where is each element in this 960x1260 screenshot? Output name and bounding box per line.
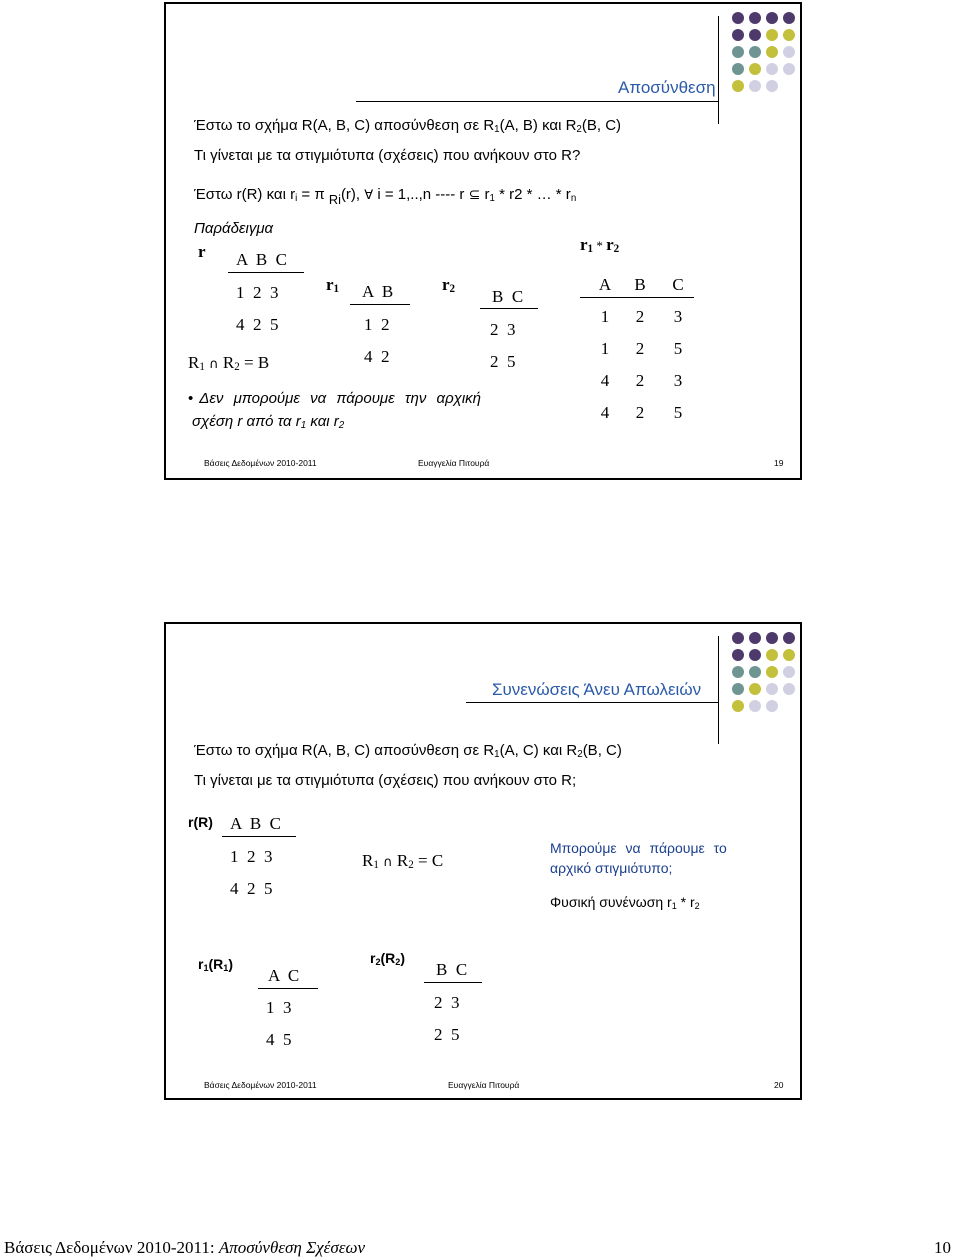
decorative-dot — [766, 683, 778, 695]
relation-r1-row: 4 5 — [266, 1030, 292, 1049]
slide-footer-course: Βάσεις Δεδομένων 2010-2011 — [204, 1080, 317, 1090]
intersection-equation: $R_1$ ∩ $R_2 = B$ — [188, 353, 270, 374]
slide-footer-author: Ευαγγελία Πιτουρά — [418, 458, 490, 468]
subseteq-icon: ⊆ — [468, 187, 481, 203]
decorative-dot — [732, 666, 744, 678]
decorative-dot — [732, 632, 744, 644]
intersection-equation: $R_1$ ∩ $R_2 = C$ — [362, 851, 444, 872]
relation-r-header: A B C — [230, 814, 282, 833]
join-row: 4 2 5 — [600, 403, 683, 422]
decorative-dot — [749, 683, 761, 695]
relation-r1-row: 1 2 — [364, 315, 390, 334]
title-divider-horizontal — [356, 101, 718, 102]
decorative-dot — [766, 46, 778, 58]
join-row: 4 2 3 — [600, 371, 683, 390]
decorative-dot — [766, 632, 778, 644]
decorative-dot — [766, 29, 778, 41]
example-label: Παράδειγμα — [194, 220, 274, 237]
relation-r2-row: 2 5 — [490, 352, 516, 371]
note-line: • Δεν μπορούμε να πάρουμε την αρχική — [188, 390, 482, 407]
relation-r1-row: 4 2 — [364, 347, 390, 366]
decorative-dot — [732, 46, 744, 58]
decorative-dot — [749, 649, 761, 661]
join-row: 1 2 3 — [600, 307, 683, 326]
schema-decomposition-text: Έστω το σχήμα R(A, B, C) αποσύνθεση σε $R_1(A$, C) και $R_2(B$, C) — [194, 742, 622, 760]
title-divider-vertical — [718, 16, 719, 124]
decorative-dot — [783, 632, 795, 644]
decorative-dot — [732, 29, 744, 41]
decorative-dot — [749, 12, 761, 24]
relation-r-row: 4 2 5 — [236, 315, 279, 334]
relation-r2-label: $r_2$ — [442, 275, 456, 296]
join-header-rule — [580, 297, 694, 298]
join-label: $r_1 * r_2$ — [580, 235, 620, 256]
schema-decomposition-text: Έστω το σχήμα R(A, B, C) αποσύνθεση σε $R_1(A$, B) και $R_2(B$, C) — [194, 117, 622, 135]
relation-r-row: 1 2 3 — [230, 847, 273, 866]
decorative-dot — [732, 683, 744, 695]
slide-19 — [164, 2, 802, 480]
decorative-dot — [732, 12, 744, 24]
can-recover-text: Μπορούμε να πάρουμε το — [550, 840, 727, 856]
relation-r-label: r — [198, 242, 206, 261]
decorative-dot — [766, 63, 778, 75]
slide-footer-course: Βάσεις Δεδομένων 2010-2011 — [204, 458, 317, 468]
decorative-dot — [749, 632, 761, 644]
relation-r2-header: B C — [436, 960, 468, 979]
decorative-dot — [783, 683, 795, 695]
slide-footer-author: Ευαγγελία Πιτουρά — [448, 1080, 520, 1090]
relation-r1-header-rule — [350, 304, 410, 305]
decorative-dot-grid — [732, 632, 798, 720]
relation-r-header: A B C — [236, 250, 288, 269]
decorative-dot — [749, 63, 761, 75]
decorative-dot — [749, 46, 761, 58]
natural-join-text: Φυσική συνένωση $r_1 * r_2$ — [550, 894, 700, 911]
decorative-dot — [766, 80, 778, 92]
relation-r2-row: 2 3 — [490, 320, 516, 339]
forall-icon: ∀ — [364, 188, 374, 203]
decorative-dot — [749, 700, 761, 712]
decorative-dot — [783, 29, 795, 41]
relation-r1-header: A C — [268, 966, 300, 985]
note-line: σχέση r από τα $r_1$ και $r_2$ — [192, 413, 345, 431]
relation-r-row: 4 2 5 — [230, 879, 273, 898]
relation-r2-label: $r_2(R_2)$ — [370, 950, 406, 967]
slide-title: Συνενώσεις Άνευ Απωλειών — [492, 680, 702, 699]
relation-r1-header: A B — [362, 282, 394, 301]
join-row: 1 2 5 — [600, 339, 683, 358]
decorative-dot — [783, 649, 795, 661]
decorative-dot — [749, 80, 761, 92]
relation-r-header-rule — [228, 272, 304, 273]
can-recover-text: αρχικό στιγμιότυπο; — [550, 860, 673, 876]
relation-r1-row: 1 3 — [266, 998, 292, 1017]
relation-r-header-rule — [222, 836, 296, 837]
instances-question-text: Τι γίνεται με τα στιγμιότυπα (σχέσεις) που ανήκουν στο R? — [194, 147, 581, 164]
decorative-dot — [732, 649, 744, 661]
slide-footer-page: 20 — [774, 1080, 784, 1090]
page-footer-number: 10 — [934, 1238, 951, 1257]
projection-definition-text: Έστω r(R) και $r_i = \pi$ $_{Ri}$(r), ∀ i = 1,..,n ---- r ⊆ $r_1 * r2$ * … * $r_n$ — [194, 186, 577, 208]
decorative-dot — [766, 12, 778, 24]
decorative-dot — [783, 12, 795, 24]
title-divider-horizontal — [466, 702, 718, 703]
decorative-dot — [783, 63, 795, 75]
decorative-dot — [732, 80, 744, 92]
decorative-dot — [783, 46, 795, 58]
relation-r1-header-rule — [258, 988, 318, 989]
decorative-dot — [732, 700, 744, 712]
slide-20 — [164, 622, 802, 1100]
relation-r1-label: $r_1(R_1)$ — [198, 956, 234, 973]
decorative-dot — [749, 666, 761, 678]
relation-r-row: 1 2 3 — [236, 283, 279, 302]
instances-question-text: Τι γίνεται με τα στιγμιότυπα (σχέσεις) που ανήκουν στο R; — [194, 772, 577, 789]
relation-r2-row: 2 5 — [434, 1025, 460, 1044]
decorative-dot — [732, 63, 744, 75]
relation-r2-header-rule — [480, 308, 538, 309]
slide-footer-page: 19 — [774, 458, 784, 468]
relation-r2-header: B C — [492, 287, 524, 306]
decorative-dot — [749, 29, 761, 41]
intersection-icon: ∩ — [209, 357, 219, 372]
relation-r-label: r(R) — [188, 814, 213, 830]
title-divider-vertical — [718, 636, 719, 744]
relation-r2-row: 2 3 — [434, 993, 460, 1012]
decorative-dot — [766, 649, 778, 661]
intersection-icon: ∩ — [383, 855, 393, 870]
decorative-dot — [766, 700, 778, 712]
join-header: A B C — [598, 275, 684, 294]
decorative-dot — [783, 666, 795, 678]
slide-title: Αποσύνθεση — [618, 78, 716, 97]
page-footer-title: Βάσεις Δεδομένων 2010-2011: Αποσύνθεση Σχέσεων — [4, 1238, 365, 1257]
decorative-dot-grid — [732, 12, 798, 100]
decorative-dot — [766, 666, 778, 678]
relation-r2-header-rule — [424, 982, 482, 983]
relation-r1-label: $r_1$ — [326, 275, 340, 296]
